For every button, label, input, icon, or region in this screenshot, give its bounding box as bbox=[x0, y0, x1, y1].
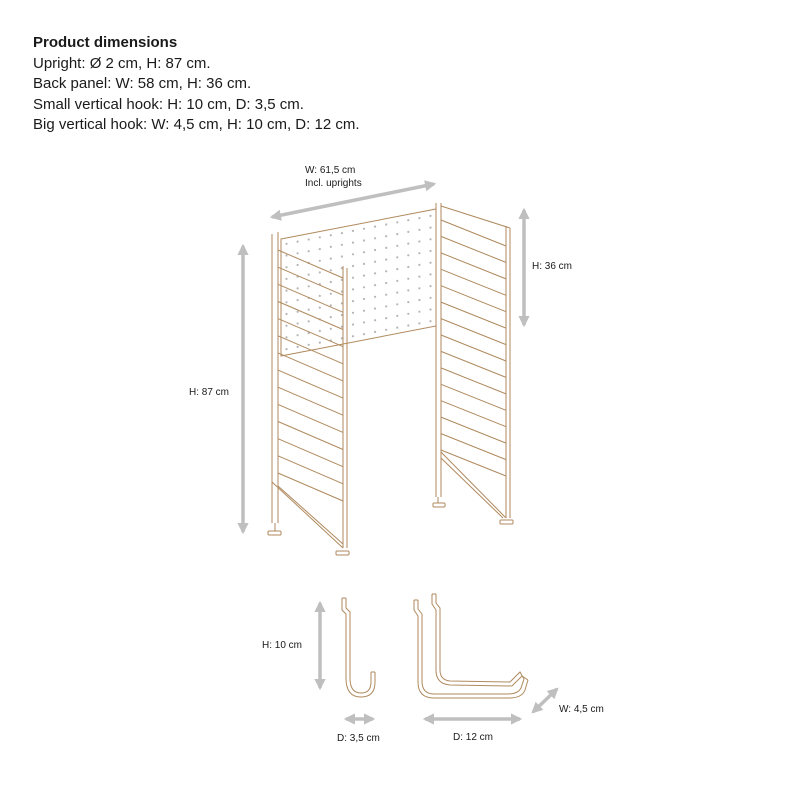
big-hook-width-arrow bbox=[533, 689, 557, 712]
spec-small-hook: Small vertical hook: H: 10 cm, D: 3,5 cm. bbox=[33, 95, 304, 113]
big-hook-width-label: W: 4,5 cm bbox=[559, 704, 604, 715]
panel-hole bbox=[418, 229, 420, 231]
ladder-rung bbox=[441, 351, 506, 377]
panel-hole bbox=[308, 320, 310, 322]
panel-hole bbox=[297, 241, 299, 243]
panel-hole bbox=[407, 289, 409, 291]
panel-hole bbox=[396, 292, 398, 294]
panel-hole bbox=[341, 232, 343, 234]
panel-hole bbox=[363, 333, 365, 335]
ladder-rung bbox=[278, 370, 343, 398]
panel-hole bbox=[407, 243, 409, 245]
panel-hole bbox=[385, 259, 387, 261]
panel-hole bbox=[396, 233, 398, 235]
panel-hole bbox=[363, 321, 365, 323]
panel-hole bbox=[407, 254, 409, 256]
ladder-rung bbox=[441, 286, 506, 312]
specs-title: Product dimensions bbox=[33, 34, 178, 51]
panel-hole bbox=[297, 346, 299, 348]
panel-hole bbox=[352, 335, 354, 337]
ladder-rung bbox=[441, 269, 506, 295]
width-sub-label: Incl. uprights bbox=[305, 178, 362, 189]
panel-height-label: H: 36 cm bbox=[532, 261, 573, 272]
panel-hole bbox=[285, 290, 287, 292]
ladder-rung bbox=[441, 335, 506, 361]
panel-hole bbox=[352, 242, 354, 244]
panel-hole bbox=[285, 313, 287, 315]
ladder-rung bbox=[441, 450, 506, 476]
panel-hole bbox=[418, 276, 420, 278]
panel-hole bbox=[385, 317, 387, 319]
small-hook-height-label: H: 10 cm bbox=[262, 640, 303, 651]
panel-hole bbox=[429, 262, 431, 264]
panel-hole bbox=[341, 255, 343, 257]
ladder-rung bbox=[441, 319, 506, 345]
panel-hole bbox=[285, 243, 287, 245]
spec-back-panel: Back panel: W: 58 cm, H: 36 cm. bbox=[33, 75, 252, 92]
width-label: W: 61,5 cm bbox=[305, 165, 356, 176]
panel-hole bbox=[363, 228, 365, 230]
ladder-rung bbox=[441, 434, 506, 460]
panel-hole bbox=[285, 325, 287, 327]
panel-hole bbox=[297, 252, 299, 254]
panel-hole bbox=[429, 238, 431, 240]
panel-hole bbox=[396, 268, 398, 270]
panel-hole bbox=[363, 251, 365, 253]
panel-hole bbox=[308, 238, 310, 240]
panel-hole bbox=[319, 271, 321, 273]
panel-hole bbox=[418, 264, 420, 266]
panel-hole bbox=[319, 236, 321, 238]
panel-hole bbox=[297, 287, 299, 289]
panel-hole bbox=[407, 266, 409, 268]
panel-hole bbox=[319, 295, 321, 297]
panel-hole bbox=[330, 281, 332, 283]
ladder-rung bbox=[441, 253, 506, 279]
panel-hole bbox=[385, 270, 387, 272]
ladder-rung bbox=[278, 387, 343, 415]
spec-upright: Upright: Ø 2 cm, H: 87 cm. bbox=[33, 54, 211, 72]
ladder-rung bbox=[441, 401, 506, 427]
panel-hole bbox=[308, 309, 310, 311]
left-front-upright bbox=[268, 232, 281, 535]
panel-hole bbox=[308, 285, 310, 287]
panel-hole bbox=[374, 319, 376, 321]
panel-hole bbox=[374, 331, 376, 333]
panel-hole bbox=[407, 219, 409, 221]
panel-hole bbox=[285, 348, 287, 350]
panel-hole bbox=[396, 280, 398, 282]
panel-hole bbox=[285, 266, 287, 268]
big-hook-depth-label: D: 12 cm bbox=[453, 732, 494, 743]
panel-hole bbox=[385, 282, 387, 284]
panel-hole bbox=[385, 235, 387, 237]
panel-hole bbox=[363, 275, 365, 277]
panel-hole bbox=[396, 221, 398, 223]
ladder-rung bbox=[441, 384, 506, 410]
panel-hole bbox=[352, 265, 354, 267]
panel-hole bbox=[429, 308, 431, 310]
panel-hole bbox=[319, 342, 321, 344]
panel-hole bbox=[285, 254, 287, 256]
panel-hole bbox=[418, 217, 420, 219]
panel-hole bbox=[374, 284, 376, 286]
panel-hole bbox=[352, 288, 354, 290]
shelf-unit bbox=[268, 203, 513, 555]
panel-hole bbox=[330, 234, 332, 236]
panel-hole bbox=[407, 231, 409, 233]
panel-hole bbox=[374, 296, 376, 298]
panel-hole bbox=[429, 285, 431, 287]
small-vertical-hook bbox=[342, 598, 375, 697]
panel-hole bbox=[330, 258, 332, 260]
panel-hole bbox=[407, 301, 409, 303]
panel-hole bbox=[385, 329, 387, 331]
panel-hole bbox=[429, 215, 431, 217]
panel-hole bbox=[297, 264, 299, 266]
back-panel bbox=[281, 209, 436, 356]
panel-hole bbox=[285, 301, 287, 303]
panel-hole bbox=[396, 303, 398, 305]
panel-hole bbox=[407, 324, 409, 326]
panel-hole bbox=[330, 328, 332, 330]
panel-hole bbox=[352, 300, 354, 302]
panel-hole bbox=[352, 230, 354, 232]
big-vertical-hook bbox=[414, 594, 528, 698]
panel-hole bbox=[297, 299, 299, 301]
panel-hole bbox=[374, 307, 376, 309]
panel-hole bbox=[418, 287, 420, 289]
panel-hole bbox=[385, 247, 387, 249]
panel-hole bbox=[429, 250, 431, 252]
panel-hole bbox=[319, 248, 321, 250]
panel-hole bbox=[429, 273, 431, 275]
panel-hole bbox=[285, 336, 287, 338]
panel-hole bbox=[374, 237, 376, 239]
spec-big-hook: Big vertical hook: W: 4,5 cm, H: 10 cm, D: 12 cm. bbox=[33, 116, 360, 133]
panel-hole bbox=[385, 223, 387, 225]
panel-hole bbox=[407, 278, 409, 280]
panel-hole bbox=[396, 256, 398, 258]
panel-hole bbox=[363, 286, 365, 288]
panel-hole bbox=[341, 244, 343, 246]
right-side-ladder bbox=[441, 206, 513, 524]
panel-hole bbox=[374, 261, 376, 263]
panel-hole bbox=[352, 253, 354, 255]
panel-hole bbox=[418, 299, 420, 301]
panel-hole bbox=[374, 272, 376, 274]
panel-hole bbox=[319, 330, 321, 332]
panel-hole bbox=[429, 297, 431, 299]
panel-hole bbox=[319, 260, 321, 262]
panel-hole bbox=[330, 316, 332, 318]
panel-hole bbox=[363, 298, 365, 300]
panel-hole bbox=[396, 245, 398, 247]
ladder-rung bbox=[278, 353, 343, 381]
ladder-rung bbox=[278, 439, 343, 467]
ladder-rung bbox=[441, 368, 506, 394]
panel-hole bbox=[363, 310, 365, 312]
panel-hole bbox=[385, 294, 387, 296]
panel-hole bbox=[374, 249, 376, 251]
panel-hole bbox=[418, 240, 420, 242]
total-height-label: H: 87 cm bbox=[189, 387, 230, 398]
ladder-rung bbox=[441, 302, 506, 328]
panel-hole bbox=[418, 252, 420, 254]
panel-hole bbox=[396, 315, 398, 317]
panel-hole bbox=[407, 313, 409, 315]
panel-hole bbox=[330, 269, 332, 271]
panel-hole bbox=[285, 278, 287, 280]
panel-hole bbox=[363, 263, 365, 265]
panel-hole bbox=[429, 227, 431, 229]
panel-hole bbox=[363, 239, 365, 241]
panel-hole bbox=[330, 246, 332, 248]
panel-hole bbox=[308, 344, 310, 346]
ladder-rung bbox=[278, 456, 343, 484]
panel-hole bbox=[352, 323, 354, 325]
panel-hole bbox=[418, 322, 420, 324]
panel-hole bbox=[308, 250, 310, 252]
ladder-rung bbox=[441, 236, 506, 262]
panel-hole bbox=[429, 320, 431, 322]
panel-hole bbox=[297, 311, 299, 313]
ladder-rung bbox=[278, 404, 343, 432]
panel-hole bbox=[319, 307, 321, 309]
panel-hole bbox=[297, 322, 299, 324]
panel-hole bbox=[396, 327, 398, 329]
panel-hole bbox=[308, 274, 310, 276]
panel-hole bbox=[418, 311, 420, 313]
panel-hole bbox=[330, 293, 332, 295]
ladder-rung bbox=[278, 422, 343, 450]
panel-hole bbox=[297, 334, 299, 336]
panel-hole bbox=[385, 305, 387, 307]
ladder-rung bbox=[441, 417, 506, 443]
panel-hole bbox=[374, 226, 376, 228]
panel-hole bbox=[352, 312, 354, 314]
small-hook-depth-label: D: 3,5 cm bbox=[337, 733, 380, 744]
panel-hole bbox=[352, 277, 354, 279]
